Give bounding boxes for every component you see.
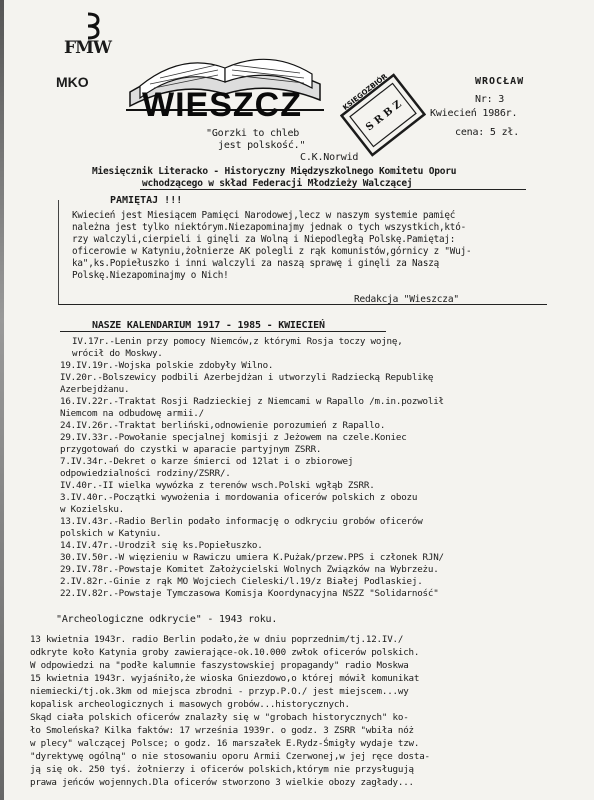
article-line: ją się ok. 250 tyś. żołnierzy i oficerów polskich,którym nie przysługują xyxy=(30,764,414,775)
calendar-entry: 2.IV.82r.-Ginie z rąk MO Wojciech Cieleski/l.19/z Białej Podlaskiej. xyxy=(60,576,423,587)
notice-line: oficerowie w Katyniu,żołnierze AK polegli z rąk komunistów,górnicy z "Wuj- xyxy=(72,246,472,257)
calendar-entry: 22.IV.82r.-Powstaje Tymczasowa Komisja Koordynacyjna NSZZ "Solidarność" xyxy=(60,588,439,599)
calendar-entry: w Kozielsku. xyxy=(60,504,124,515)
calendar-entry: Niemcom na odbudowę armii./ xyxy=(60,408,204,419)
notice-line: Kwiecień jest Miesiącem Pamięci Narodowej,lecz w naszym systemie pamięć xyxy=(72,210,456,221)
svg-text:KSIĘGOZBIÓR: KSIĘGOZBIÓR xyxy=(341,72,389,112)
article-line: prawa jeńców wojennych.Dla oficerów stworzono 3 wielkie obozy zagłady... xyxy=(30,777,414,788)
calendar-entry: Azerbejdżanu. xyxy=(60,384,130,395)
issue-date: Kwiecień 1986r. xyxy=(430,108,518,119)
notice-line: ka",ks.Popiełuszko i inni walczyli za naszą sprawę i ginęli za Naszą xyxy=(72,258,440,269)
notice-line: należna jest tylko niektórym.Niezapominajmy jednak o tych wszystkich,któ- xyxy=(72,222,466,233)
calendar-entry: 14.IV.47r.-Urodził się ks.Popiełuszko. xyxy=(60,540,263,551)
calendar-entry: odpowiedzialności rodziny/ZSRR/. xyxy=(60,468,231,479)
issue-number: Nr: 3 xyxy=(475,94,505,105)
article-line: ło Smoleńska? Kilka faktów: 17 września 1939r. o godz. 3 ZSRR "wbiła nóż xyxy=(30,725,414,736)
masthead-title: WIESZCZ xyxy=(142,86,302,124)
article-line: 13 kwietnia 1943r. radio Berlin podało,że w dniu poprzednim/tj.12.IV./ xyxy=(30,634,404,645)
price-label: cena: 5 zł. xyxy=(455,127,520,138)
city-label: WROCŁAW xyxy=(475,76,525,87)
quote-line-2: jest polskość." xyxy=(218,140,306,151)
logo-text-mko: MKO xyxy=(56,74,89,90)
calendar-entry: 30.IV.50r.-W więzieniu w Rawiczu umiera K.Pużak/przew.PPS i członek RJN/ xyxy=(60,552,444,563)
calendar-title-underline xyxy=(60,331,386,332)
notice-line: Polskę.Niezapominajmy o Nich! xyxy=(72,270,229,281)
calendar-entry: IV.40r.-II wielka wywózka z terenów wsch.Polski wgłąb ZSRR. xyxy=(60,480,375,491)
svg-text:S R B Z: S R B Z xyxy=(364,99,404,134)
quote-author: C.K.Norwid xyxy=(300,152,359,163)
calendar-entry: 24.IV.26r.-Traktat berliński,odnowienie porozumień z Rapallo. xyxy=(60,420,386,431)
calendar-entry: 29.IV.78r.-Powstaje Komitet Założycielski Wolnych Związków na Wybrzeżu. xyxy=(60,564,439,575)
article-title: "Archeologiczne odkrycie" - 1943 roku. xyxy=(56,614,278,625)
article-line: w plecy" walczącej Polsce; o godz. 16 marszałek E.Rydz-Śmigły wydaje tzw. xyxy=(30,738,420,749)
calendar-title: NASZE KALENDARIUM 1917 - 1985 - KWIECIEŃ xyxy=(92,320,325,331)
calendar-entry: 7.IV.34r.-Dekret o karze śmierci od 12lat i o zbiorowej xyxy=(60,456,354,467)
publisher-stamp-icon xyxy=(340,72,426,158)
notice-signature: Redakcja "Wieszcza" xyxy=(354,294,459,305)
calendar-entry: polskich w Katyniu. xyxy=(60,528,162,539)
subtitle-line-1: Miesięcznik Literacko - Historyczny Międzyszkolnego Komitetu Oporu xyxy=(92,166,457,177)
quote-line-1: "Gorzki to chleb xyxy=(206,128,300,139)
article-line: Skąd ciała polskich oficerów znalazły się w "grobach historycznych" ko- xyxy=(30,712,409,723)
calendar-entry: 29.IV.33r.-Powołanie specjalnej komisji z Jeżowem na czele.Koniec xyxy=(60,432,407,443)
calendar-entry: IV.20r.-Bolszewicy podbili Azerbejdżan i utworzyli Radziecką Republikę xyxy=(60,372,434,383)
calendar-entry: 3.IV.40r.-Początki wywożenia i mordowania oficerów polskich z obozu xyxy=(60,492,418,503)
calendar-entry: IV.17r.-Lenin przy pomocy Niemców,z którymi Rosja toczy wojnę, xyxy=(72,336,403,347)
calendar-entry: 13.IV.43r.-Radio Berlin podało informację o odkryciu grobów oficerów xyxy=(60,516,423,527)
article-line: odkryte koło Katynia groby zawierające-ok.10.000 zwłok oficerów polskich. xyxy=(30,647,420,658)
calendar-entry: wrócił do Moskwy. xyxy=(72,348,163,359)
notice-heading: PAMIĘTAJ !!! xyxy=(110,195,183,206)
article-line: "dyrektywę ogólną" o nie stosowaniu oporu Armii Czerwonej,w jej ręce dosta- xyxy=(30,751,430,762)
calendar-entry: przygotowań do czystki w aparacie partyjnym ZSRR. xyxy=(60,444,322,455)
subtitle-line-2: wchodzącego w skład Federacji Młodzieży Walczącej xyxy=(142,178,413,189)
article-line: niemiecki/tj.ok.3km od miejsca zbrodni - przyp.P.O./ jest miejscem...wy xyxy=(30,686,409,697)
calendar-entry: 16.IV.22r.-Traktat Rosji Radzieckiej z Niemcami w Rapallo /m.in.pozwolił xyxy=(60,396,444,407)
logo-text-fmw: FMW xyxy=(64,38,111,58)
calendar-entry: 19.IV.19r.-Wojska polskie zdobyły Wilno. xyxy=(60,360,274,371)
scan-edge xyxy=(0,0,4,800)
subtitle-underline xyxy=(140,189,526,190)
article-line: kopalisk archeologicznych i masowych grobów...historycznych. xyxy=(30,699,350,710)
article-line: W odpowiedzi na "podłe kalumnie faszystowskiej propagandy" radio Moskwa xyxy=(30,660,409,671)
notice-line: rzy walczyli,cierpieli i ginęli za Wolną i Niepodległą Polskę.Pamiętaj: xyxy=(72,234,456,245)
article-line: 15 kwietnia 1943r. wyjaśniło,że wioska Gniezdowo,o której mówił komunikat xyxy=(30,673,420,684)
